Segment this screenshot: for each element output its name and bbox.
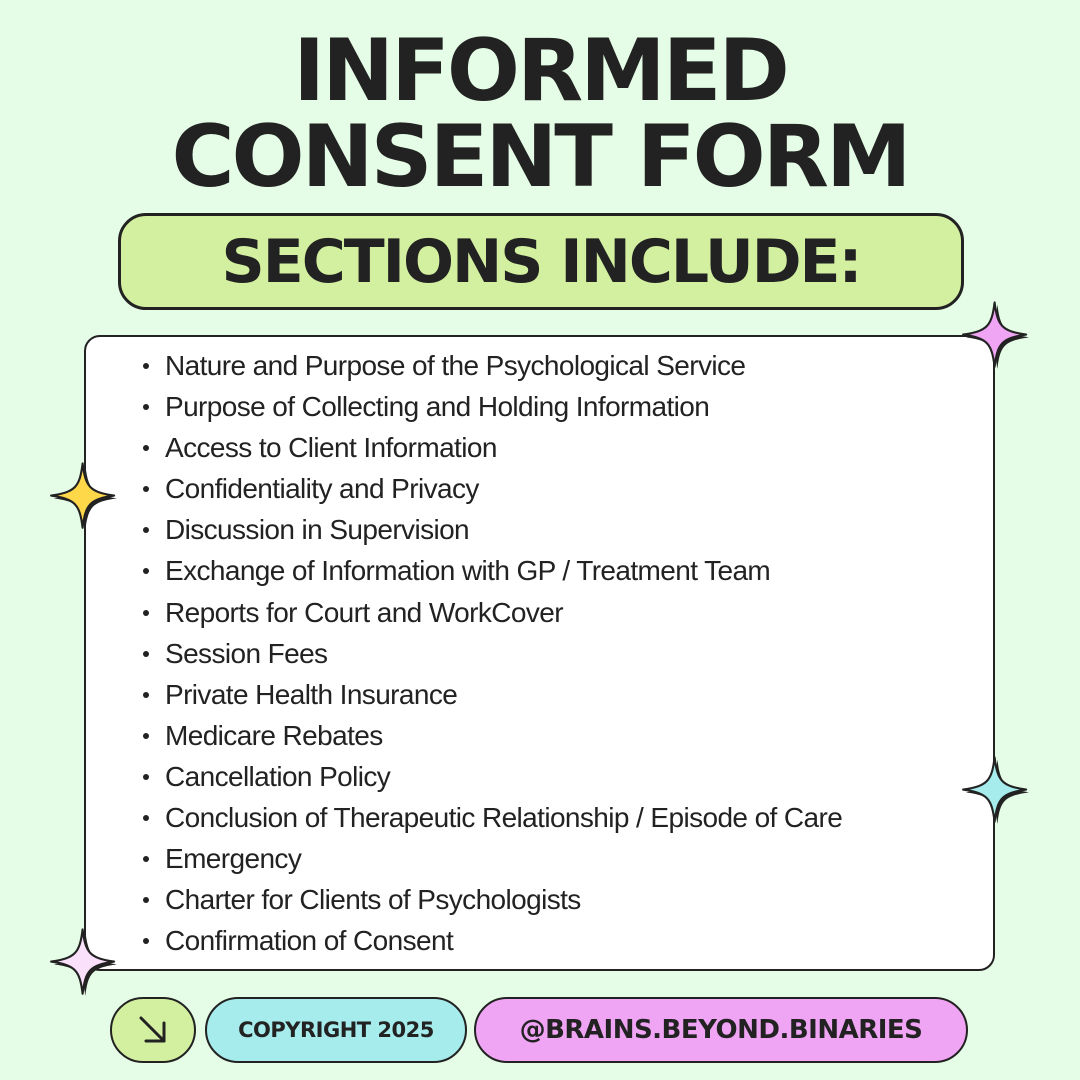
social-handle-link[interactable] (474, 997, 968, 1063)
section-item: Confirmation of Consent (140, 920, 842, 961)
sections-list (140, 345, 842, 961)
section-item: Reports for Court and WorkCover (140, 592, 842, 633)
sections-banner-label: SECTIONS INCLUDE: (221, 226, 861, 297)
sparkle-yellow-icon (49, 462, 119, 532)
section-item: Conclusion of Therapeutic Relationship / Episode of Care (140, 797, 842, 838)
sections-card (84, 335, 995, 971)
section-item: Exchange of Information with GP / Treatment Team (140, 550, 842, 591)
section-item: Discussion in Supervision (140, 509, 842, 550)
section-item: Confidentiality and Privacy (140, 468, 842, 509)
arrow-down-right-icon (136, 1013, 170, 1047)
social-handle-label: @BRAINS.BEYOND.BINARIES (519, 1015, 923, 1045)
section-item: Nature and Purpose of the Psychological Service (140, 345, 842, 386)
title-line-1: INFORMED (293, 21, 787, 121)
section-item: Medicare Rebates (140, 715, 842, 756)
copyright-label: COPYRIGHT 2025 (238, 1017, 434, 1042)
sparkle-pink-icon (961, 301, 1031, 371)
section-item: Session Fees (140, 633, 842, 674)
section-item: Access to Client Information (140, 427, 842, 468)
section-item: Purpose of Collecting and Holding Information (140, 386, 842, 427)
section-item: Charter for Clients of Psychologists (140, 879, 842, 920)
sparkle-light-pink-icon (49, 928, 119, 998)
sections-banner (118, 213, 964, 310)
arrow-button[interactable] (110, 997, 196, 1063)
section-item: Private Health Insurance (140, 674, 842, 715)
title-line-2: CONSENT FORM (171, 107, 909, 207)
section-item: Cancellation Policy (140, 756, 842, 797)
copyright-badge (205, 997, 467, 1063)
section-item: Emergency (140, 838, 842, 879)
sparkle-aqua-icon (961, 756, 1031, 826)
